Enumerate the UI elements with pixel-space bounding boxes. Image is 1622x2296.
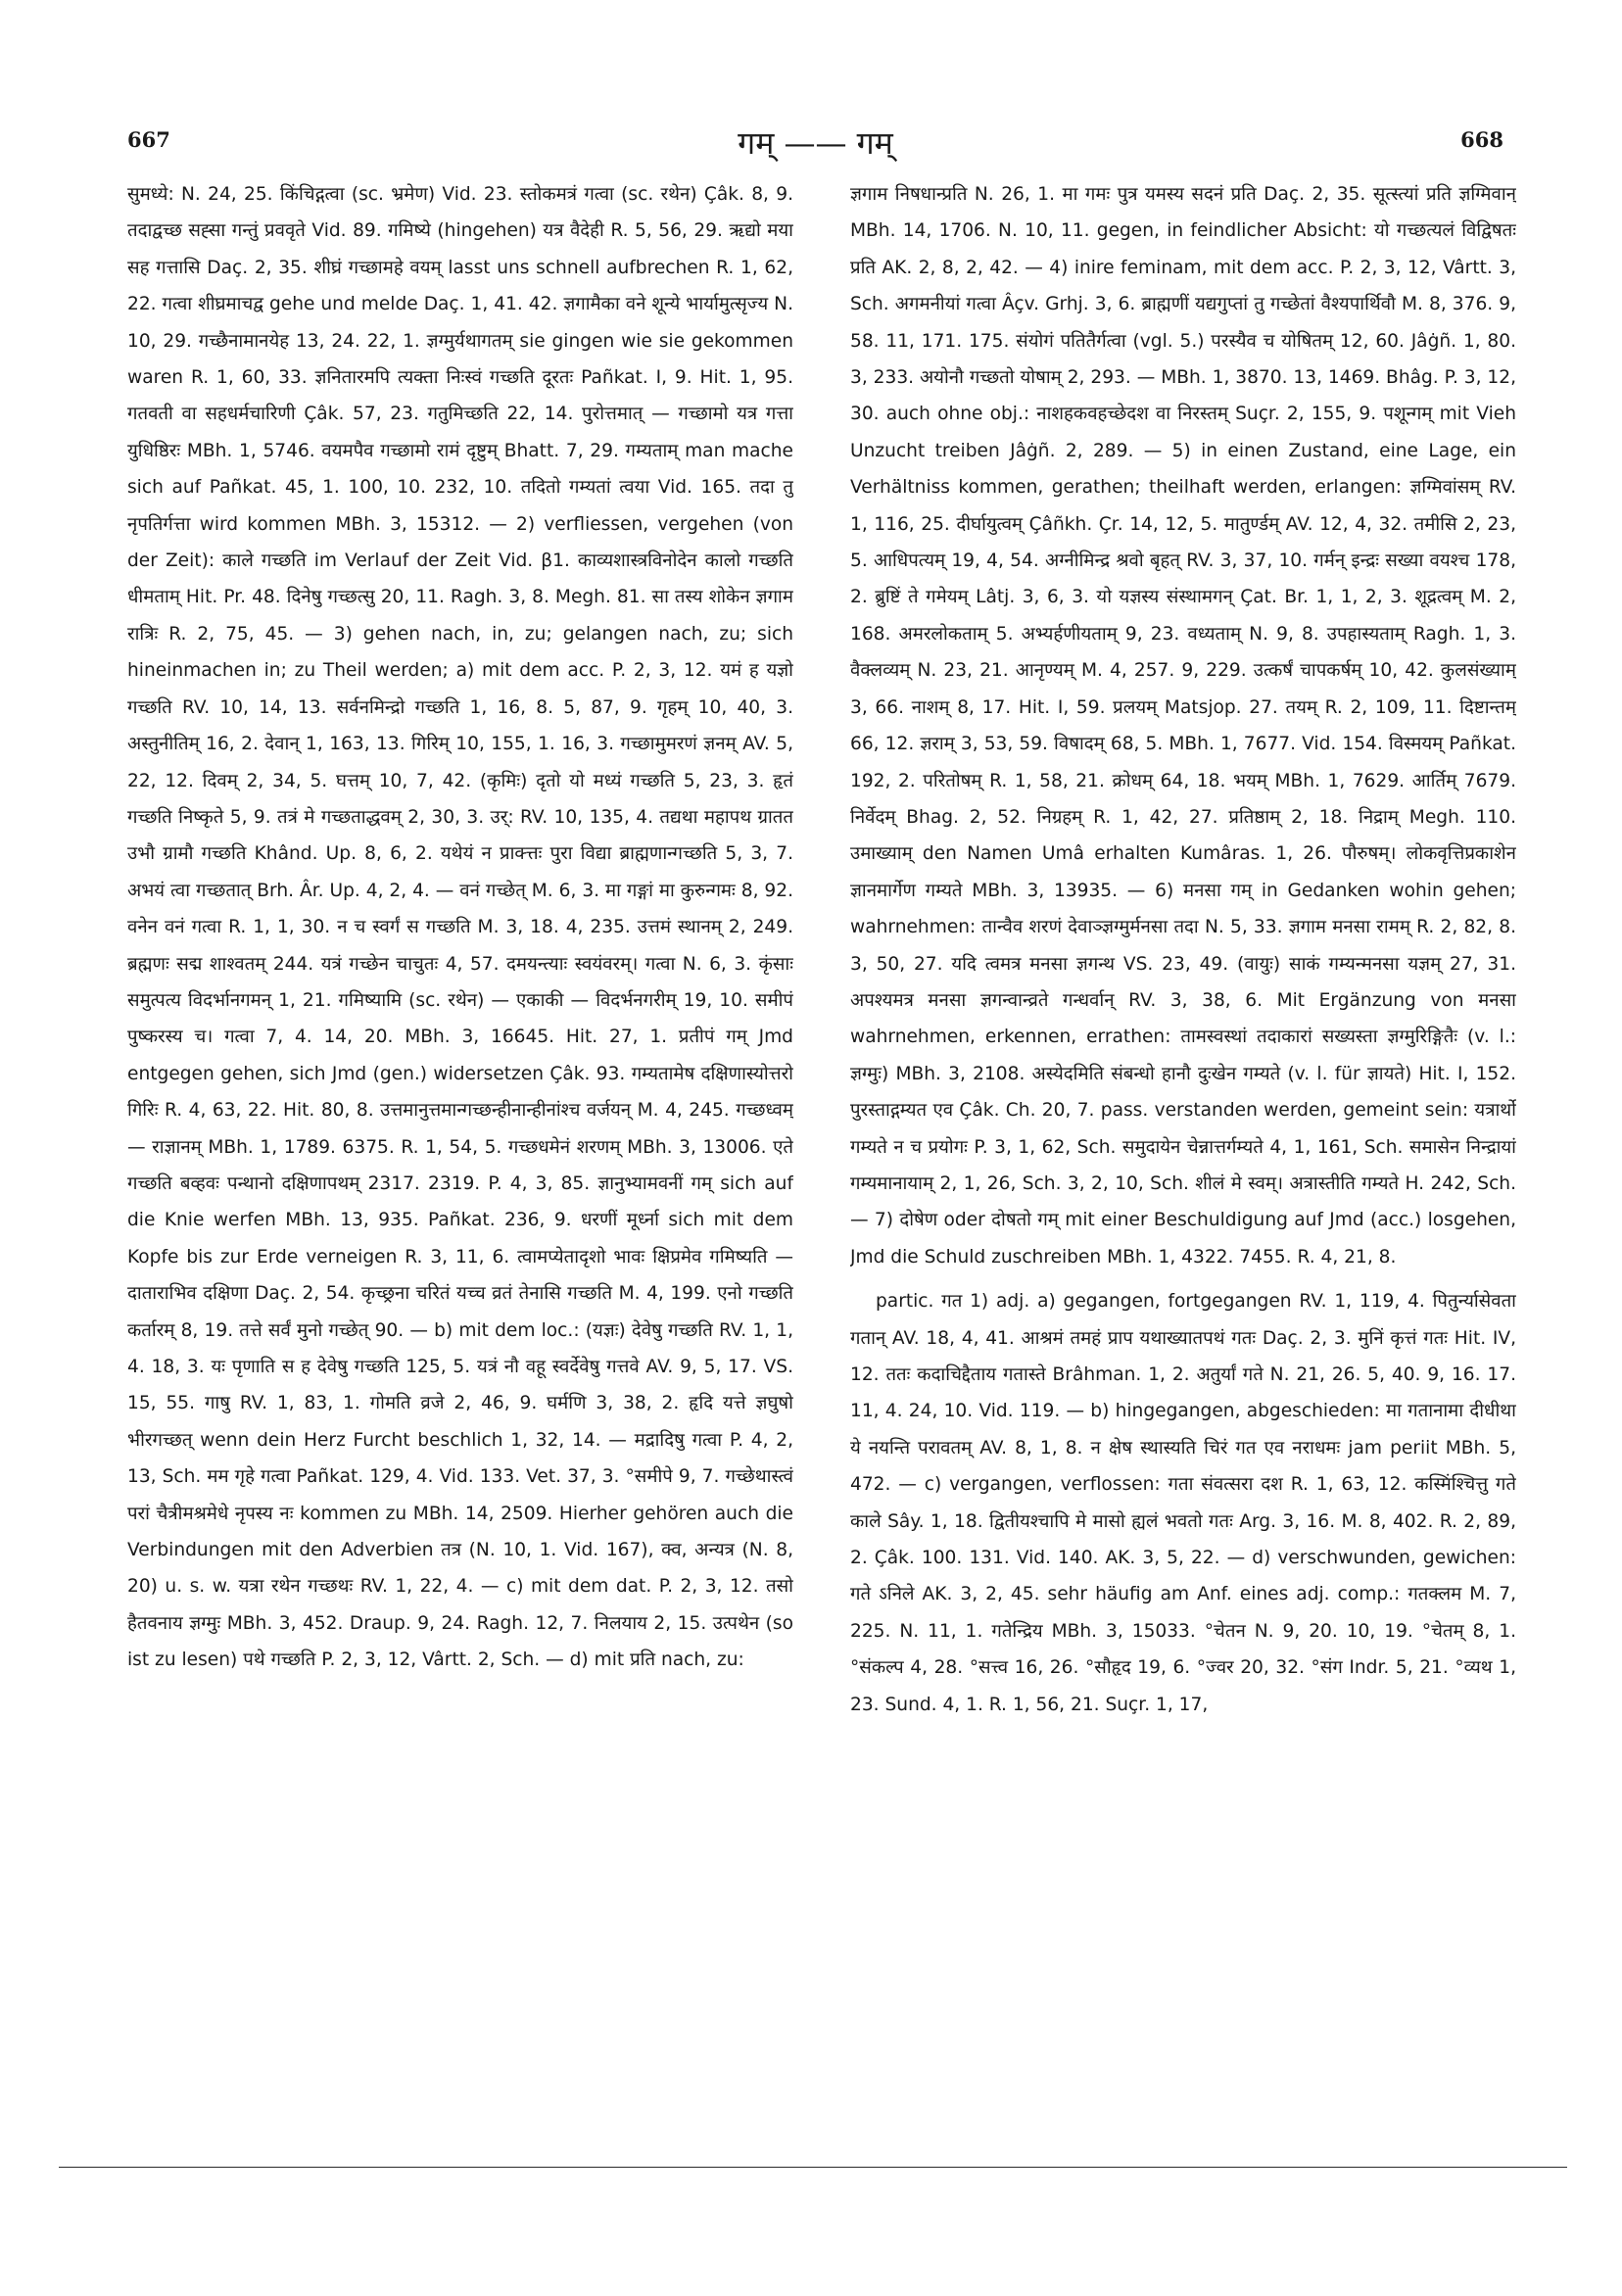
page-number-right: 668: [1460, 127, 1503, 152]
footer-rule: [59, 2167, 1567, 2168]
left-column: [127, 176, 793, 1969]
page-number-left: 667: [127, 127, 170, 152]
right-column-paragraph: partic. गत 1) adj. a) gegangen, fortgegangen RV. 1, 119, 4. पितुर्न्यासेवता गतान् AV. 18, 4, 41. आश्रमं तमहं प्राप यथाख्यातपथं गतः Daç. 2, 3. मुनिं कृत्तं गतः Hit. IV, 12. ततः कदाचिद्दैताय गतास्ते Brâhman. 1, 2. अतुर्यां गते N. 21, 26. 5, 40. 9, 16. 17. 11, 4. 24, 10. Vid. 119. — b) hingegangen, abgeschieden: मा गतानामा दीधीथा ये नयन्ति परावतम् AV. 8, 1, 8. न क्षेष स्थास्यति चिरं गत एव नराधमः jam periit MBh. 5, 472. — c) vergangen, verflossen: गता संवत्सरा दश R. 1, 63, 12. कस्मिंश्चित्तु गते काले Sây. 1, 18. द्वितीयश्चापि मे मासो ह्यलं भवतो गतः Arg. 3, 16. M. 8, 402. R. 2, 89, 2. Çâk. 100. 131. Vid. 140. AK. 3, 5, 22. — d) verschwunden, gewichen: गते ऽनिले AK. 3, 2, 45. sehr häufig am Anf. eines adj. comp.: गतक्लम M. 7, 225. N. 11, 1. गतेन्द्रिय MBh. 3, 15033. °चेतन N. 9, 20. 10, 19. °चेतम् 8, 1. °संकल्प 4, 28. °सत्त्व 16, 26. °सौहृद 19, 6. °ज्वर 20, 32. °संग Indr. 5, 21. °व्यथ 1, 23. Sund. 4, 1. R. 1, 56, 21. Suçr. 1, 17,: [850, 1291, 1516, 1715]
right-column-paragraph: ज्ञगाम निषधान्प्रति N. 26, 1. मा गमः पुत्र यमस्य सदनं प्रति Daç. 2, 35. सूत्स्त्यां प्रति ज्ञग्मिवान् MBh. 14, 1706. N. 10, 11. gegen, in feindlicher Absicht: यो गच्छत्यलं विद्विषतः प्रति AK. 2, 8, 2, 42. — 4) inire feminam, mit dem acc. P. 2, 3, 12, Vârtt. 3, Sch. अगमनीयां गत्वा Âçv. Grhj. 3, 6. ब्राह्मणीं यद्यगुप्तां तु गच्छेतां वैश्यपार्थिवौ M. 8, 376. 9, 58. 11, 171. 175. संयोगं पतितैर्गत्वा (vgl. 5.) परस्यैव च योषितम् 12, 60. Jâġñ. 1, 80. 3, 233. अयोनौ गच्छतो योषाम् 2, 293. — MBh. 1, 3870. 13, 1469. Bhâg. P. 3, 12, 30. auch ohne obj.: नाशहकवहच्छेदश वा निरस्तम् Suçr. 2, 155, 9. पशून्गम् mit Vieh Unzucht treiben Jâġñ. 2, 289. — 5) in einen Zustand, eine Lage, ein Verhältniss kommen, gerathen; theilhaft werden, erlangen: ज्ञग्मिवांसम् RV. 1, 116, 25. दीर्घायुत्वम् Çâñkh. Çr. 14, 12, 5. मातुर्ण्डम् AV. 12, 4, 32. तमीसि 2, 23, 5. आधिपत्यम् 19, 4, 54. अग्नीमिन्द्र श्रवो बृहत् RV. 3, 37, 10. गर्मन् इन्द्रः सख्या वयश्च 178, 2. ब्रुष्टिं ते गमेयम् Lâtj. 3, 6, 3. यो यज्ञस्य संस्थामगन् Çat. Br. 1, 1, 2, 3. शूद्रत्वम् M. 2, 168. अमरलोकताम् 5. अभ्यर्हणीयताम् 9, 23. वध्यताम् N. 9, 8. उपहास्यताम् Ragh. 1, 3. वैक्लव्यम् N. 23, 21. आनृण्यम् M. 4, 257. 9, 229. उत्कर्षं चापकर्षम् 10, 42. कुलसंख्याम् 3, 66. नाशम् 8, 17. Hit. I, 59. प्रलयम् Matsjop. 27. तयम् R. 2, 109, 11. दिष्टान्तम् 66, 12. ज्ञराम् 3, 53, 59. विषादम् 68, 5. MBh. 1, 7677. Vid. 154. विस्मयम् Pañkat. 192, 2. परितोषम् R. 1, 58, 21. क्रोधम् 64, 18. भयम् MBh. 1, 7629. आर्तिम् 7679. निर्वेदम् Bhag. 2, 52. निग्रहम् R. 1, 42, 27. प्रतिष्ठाम् 2, 18. निद्राम् Megh. 110. उमाख्याम् den Namen Umâ erhalten Kumâras. 1, 26. पौरुषम्। लोकवृत्तिप्रकाशेन ज्ञानमार्गेण गम्यते MBh. 3, 13935. — 6) मनसा गम् in Gedanken wohin gehen; wahrnehmen: तान्वैव शरणं देवाञ्ज्ञग्मुर्मनसा तदा N. 5, 33. ज्ञगाम मनसा रामम् R. 2, 82, 8. 3, 50, 27. यदि त्वमत्र मनसा ज्ञगन्थ VS. 23, 49. (वायुः) साकं गम्यन्मनसा यज्ञम् 27, 31. अपश्यमत्र मनसा ज्ञगन्वान्व्रते गन्धर्वान् RV. 3, 38, 6. Mit Ergänzung von मनसा wahrnehmen, erkennen, errathen: तामस्वस्थां तदाकारां सख्यस्ता ज्ञग्मुरिङ्गितैः (v. l.: ज्ञग्मुः) MBh. 3, 2108. अस्येदमिति संबन्धो हानौ दुःखेन गम्यते (v. l. für ज्ञायते) Hit. I, 152. पुरस्ताद्गम्यत एव Çâk. Ch. 20, 7. pass. verstanden werden, gemeint sein: यत्रार्थो गम्यते न च प्रयोगः P. 3, 1, 62, Sch. समुदायेन चेन्नात्तर्गम्यते 4, 1, 161, Sch. समासेन निन्द्रायां गम्यमानायाम् 2, 1, 26, Sch. 3, 2, 10, Sch. शीलं मे स्वम्। अत्रास्तीति गम्यते H. 242, Sch. — 7) दोषेण oder दोषतो गम् mit einer Beschuldigung auf Jmd (acc.) losgehen, Jmd die Schuld zuschreiben MBh. 1, 4322. 7455. R. 4, 21, 8.: [850, 184, 1516, 1268]
page-header: [127, 124, 1503, 167]
running-head: गम् —— गम्: [738, 124, 893, 162]
left-column-paragraph: सुमध्ये: N. 24, 25. किंचिद्गत्वा (sc. भ्रमेण) Vid. 23. स्तोकमत्रं गत्वा (sc. रथेन) Çâk. 8, 9. तदाद्वच्छ सह्सा गन्तुं प्रववृते Vid. 89. गमिष्ये (hingehen) यत्र वैदेही R. 5, 56, 29. ऋद्यो मया सह गत्तासि Daç. 2, 35. शीघ्रं गच्छामहे वयम् lasst uns schnell aufbrechen R. 1, 62, 22. गत्वा शीघ्रमाचद्व gehe und melde Daç. 1, 41. 42. ज्ञगामैका वने शून्ये भार्यामुत्सृज्य N. 10, 29. गच्छैनामानयेह 13, 24. 22, 1. ज्ञग्मुर्यथागतम् sie gingen wie sie gekommen waren R. 1, 60, 33. ज्ञनितारमपि त्यक्ता निःस्वं गच्छति दूरतः Pañkat. I, 9. Hit. 1, 95. गतवती वा सहधर्मचारिणी Çâk. 57, 23. गतुमिच्छति 22, 14. पुरोत्तमात् — गच्छामो यत्र गत्ता युधिष्ठिरः MBh. 1, 5746. वयमपैव गच्छामो रामं दृष्टुम् Bhatt. 7, 29. गम्यताम् man mache sich auf Pañkat. 45, 1. 100, 10. 232, 10. तदितो गम्यतां त्वया Vid. 165. तदा तु नृपतिर्गत्ता wird kommen MBh. 3, 15312. — 2) verfliessen, vergehen (von der Zeit): काले गच्छति im Verlauf der Zeit Vid. β1. काव्यशास्त्रविनोदेन कालो गच्छति धीमताम् Hit. Pr. 48. दिनेषु गच्छत्सु 20, 11. Ragh. 3, 8. Megh. 81. सा तस्य शोकेन ज्ञगाम रात्रिः R. 2, 75, 45. — 3) gehen nach, in, zu; gelangen nach, zu; sich hineinmachen in; zu Theil werden; a) mit dem acc. P. 2, 3, 12. यमं ह यज्ञो गच्छति RV. 10, 14, 13. सर्वनमिन्द्रो गच्छति 1, 16, 8. 5, 87, 9. गृहम् 10, 40, 3. अस्तुनीतिम् 16, 2. देवान् 1, 163, 13. गिरिम् 10, 155, 1. 16, 3. गच्छामुमरणं ज्ञनम् AV. 5, 22, 12. दिवम् 2, 34, 5. घत्तम् 10, 7, 42. (कृमिः) दृतो यो मध्यं गच्छति 5, 23, 3. हृतं गच्छति निष्कृते 5, 9. तत्रं मे गच्छताद्धवम् 2, 30, 3. उर्: RV. 10, 135, 4. तद्यथा महापथ ग्रातत उभौ ग्रामौ गच्छति Khând. Up. 8, 6, 2. यथेयं न प्राक्त्तः पुरा विद्या ब्राह्मणान्गच्छति 5, 3, 7. अभयं त्वा गच्छतात् Brh. Âr. Up. 4, 2, 4. — वनं गच्छेत् M. 6, 3. मा गङ्गां मा कुरुन्गमः 8, 92. वनेन वनं गत्वा R. 1, 1, 30. न च स्वर्गं स गच्छति M. 3, 18. 4, 235. उत्तमं स्थानम् 2, 249. ब्रह्मणः सद्म शाश्वतम् 244. यत्रं गच्छेन चाचुतः 4, 57. दमयन्त्याः स्वयंवरम्। गत्वा N. 6, 3. कृंसाः समुत्पत्य विदर्भानगमन् 1, 21. गमिष्यामि (sc. रथेन) — एकाकी — विदर्भनगरीम् 19, 10. समीपं पुष्करस्य च। गत्वा 7, 4. 14, 20. MBh. 3, 16645. Hit. 27, 1. प्रतीपं गम् Jmd entgegen gehen, sich Jmd (gen.) widersetzen Çâk. 93. गम्यतामेष दक्षिणास्योत्तरो गिरिः R. 4, 63, 22. Hit. 80, 8. उत्तमानुत्तमान्गच्छन्हीनान्हीनांश्च वर्जयन् M. 4, 245. गच्छध्वम् — राज्ञानम् MBh. 1, 1789. 6375. R. 1, 54, 5. गच्छधमेनं शरणम् MBh. 3, 13006. एते गच्छति बव्हवः पन्थानो दक्षिणापथम् 2317. 2319. P. 4, 3, 85. ज्ञानुभ्यामवनीं गम् sich auf die Knie werfen MBh. 13, 935. Pañkat. 236, 9. धरणीं मूर्ध्ना sich mit dem Kopfe bis zur Erde verneigen R. 3, 11, 6. त्वामप्येतादृशो भावः क्षिप्रमेव गमिष्यति — दाताराभिव दक्षिणा Daç. 2, 54. कृच्छ्रना चरितं यच्च व्रतं तेनासि गच्छति M. 4, 199. एनो गच्छति कर्तारम् 8, 19. तत्ते सर्वं मुनो गच्छेत् 90. — b) mit dem loc.: (यज्ञः) देवेषु गच्छति RV. 1, 1, 4. 18, 3. यः पृणाति स ह देवेषु गच्छति 125, 5. यत्रं नौ वहू स्वर्देवेषु गत्तवे AV. 9, 5, 17. VS. 15, 55. गाषु RV. 1, 83, 1. गोमति व्रजे 2, 46, 9. घर्मणि 3, 38, 2. हृदि यत्ते ज्ञघुषो भीरगच्छत् wenn dein Herz Furcht beschlich 1, 32, 14. — मद्रादिषु गत्वा P. 4, 2, 13, Sch. मम गृहे गत्वा Pañkat. 129, 4. Vid. 133. Vet. 37, 3. °समीपे 9, 7. गच्छेथास्त्वं परां चैत्रीमश्रमेधे नृपस्य नः kommen zu MBh. 14, 2509. Hierher gehören auch die Verbindungen mit den Adverbien तत्र (N. 10, 1. Vid. 167), क्व, अन्यत्र (N. 8, 20) u. s. w. यत्रा रथेन गच्छथः RV. 1, 22, 4. — c) mit dem dat. P. 2, 3, 12. तसो हैतवनाय ज्ञग्मुः MBh. 3, 452. Draup. 9, 24. Ragh. 12, 7. निलयाय 2, 15. उत्पथेन (so ist zu lesen) पथे गच्छति P. 2, 3, 12, Vârtt. 2, Sch. — d) mit प्रति nach, zu:: [127, 184, 793, 1671]
right-column: [850, 176, 1516, 1969]
